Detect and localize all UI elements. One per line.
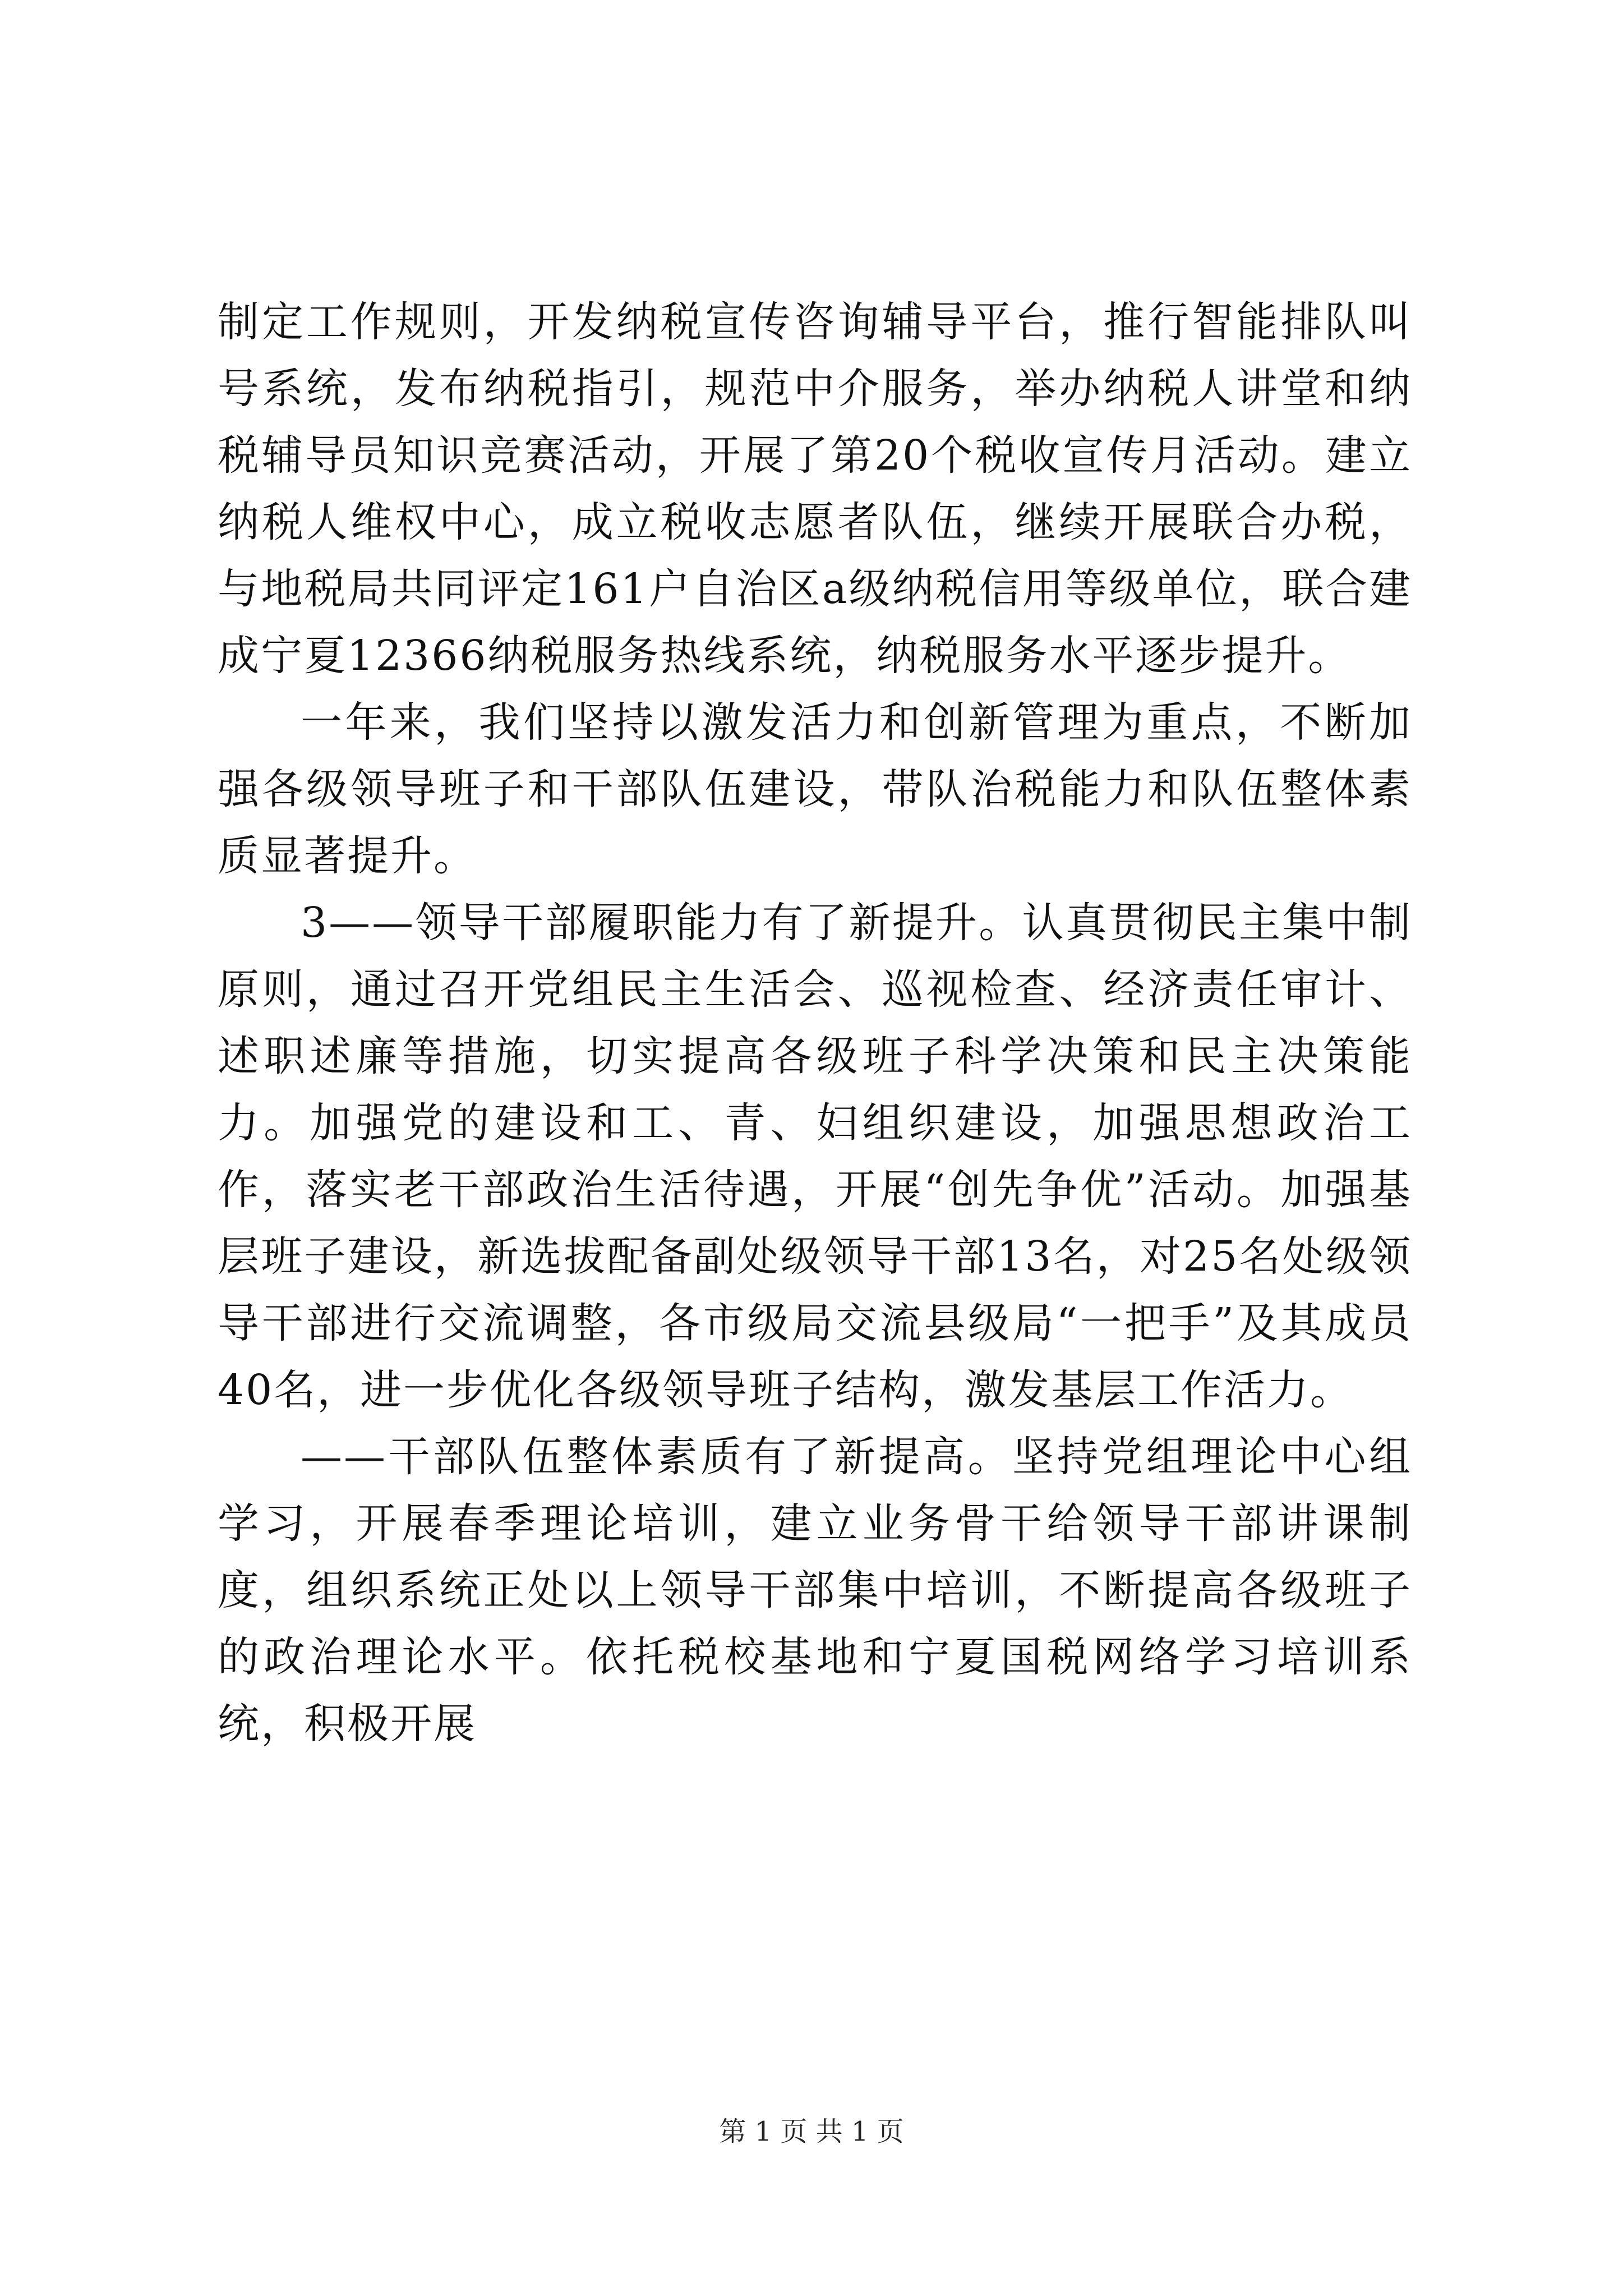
- paragraph-2: 一年来，我们坚持以激发活力和创新管理为重点，不断加强各级领导班子和干部队伍建设，带队治税能力和队伍整体素质显著提升。: [218, 698, 1412, 880]
- document-body: [218, 289, 1412, 1757]
- paragraph-1: 制定工作规则，开发纳税宣传咨询辅导平台，推行智能排队叫号系统，发布纳税指引，规范中介服务，举办纳税人讲堂和纳税辅导员知识竞赛活动，开展了第20个税收宣传月活动。建立纳税人维权中心，成立税收志愿者队伍，继续开展联合办税，与地税局共同评定161户自治区a级纳税信用等级单位，联合建成宁夏12366纳税服务热线系统，纳税服务水平逐步提升。: [218, 298, 1412, 680]
- paragraph-3: 3——领导干部履职能力有了新提升。认真贯彻民主集中制原则，通过召开党组民主生活会、巡视检查、经济责任审计、述职述廉等措施，切实提高各级班子科学决策和民主决策能力。加强党的建设和工、青、妇组织建设，加强思想政治工作，落实老干部政治生活待遇，开展“创先争优”活动。加强基层班子建设，新选拔配备副处级领导干部13名，对25名处级领导干部进行交流调整，各市级局交流县级局“一把手”及其成员40名，进一步优化各级领导班子结构，激发基层工作活力。: [218, 899, 1412, 1414]
- page-footer: 第 1 页 共 1 页: [719, 2116, 904, 2147]
- paragraph-4: ——干部队伍整体素质有了新提高。坚持党组理论中心组学习，开展春季理论培训，建立业务骨干给领导干部讲课制度，组织系统正处以上领导干部集中培训，不断提高各级班子的政治理论水平。依托税校基地和宁夏国税网络学习培训系统，积极开展: [218, 1433, 1412, 1748]
